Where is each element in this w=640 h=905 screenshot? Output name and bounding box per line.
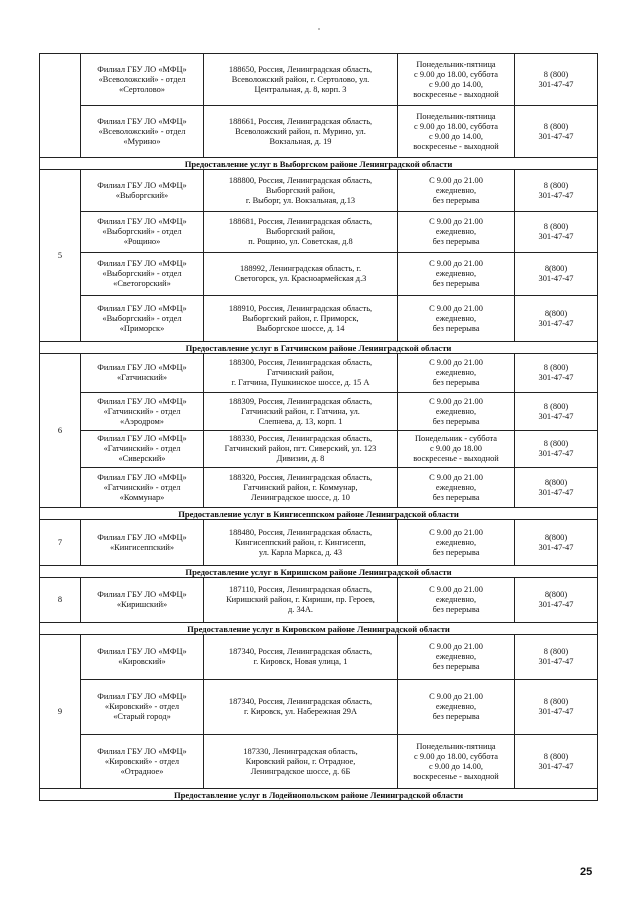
branch-schedule: Понедельник - суббота с 9.00 до 18.00 воскресенье - выходной bbox=[398, 431, 515, 468]
branch-schedule: С 9.00 до 21.00 ежедневно, без перерыва bbox=[398, 468, 515, 508]
branch-schedule: С 9.00 до 21.00 ежедневно, без перерыва bbox=[398, 170, 515, 212]
page-number: 25 bbox=[580, 866, 593, 878]
mfc-branches-table bbox=[39, 53, 598, 801]
branch-schedule: Понедельник-пятница с 9.00 до 18.00, суббота с 9.00 до 14.00, воскресенье - выходной bbox=[398, 106, 515, 158]
group-number bbox=[40, 54, 81, 158]
branch-phone: 8 (800) 301-47-47 bbox=[515, 54, 598, 106]
branch-phone: 8(800) 301-47-47 bbox=[515, 468, 598, 508]
branch-phone: 8 (800) 301-47-47 bbox=[515, 431, 598, 468]
branch-address: 188300, Россия, Ленинградская область, Гатчинский район, г. Гатчина, Пушкинское шоссе, д. 15 А bbox=[204, 354, 398, 393]
branch-phone: 8(800) 301-47-47 bbox=[515, 296, 598, 342]
section-header: Предоставление услуг в Лодейнопольском районе Ленинградской области bbox=[40, 789, 598, 801]
section-header: Предоставление услуг в Выборгском районе Ленинградской области bbox=[40, 158, 598, 170]
branch-schedule: С 9.00 до 21.00 ежедневно, без перерыва bbox=[398, 296, 515, 342]
table-row bbox=[40, 54, 598, 106]
branch-phone: 8 (800) 301-47-47 bbox=[515, 393, 598, 431]
branch-address: 188800, Россия, Ленинградская область, Выборгский район, г. Выборг, ул. Вокзальная, д.13 bbox=[204, 170, 398, 212]
branch-name: Филиал ГБУ ЛО «МФЦ» «Кировский» - отдел «Отрадное» bbox=[81, 735, 204, 789]
branch-name: Филиал ГБУ ЛО «МФЦ» «Кировский» bbox=[81, 635, 204, 680]
table-row bbox=[40, 253, 598, 296]
branch-name: Филиал ГБУ ЛО «МФЦ» «Гатчинский» bbox=[81, 354, 204, 393]
branch-address: 187340, Россия, Ленинградская область, г. Кировск, ул. Набережная 29А bbox=[204, 680, 398, 735]
table-row bbox=[40, 296, 598, 342]
table-row bbox=[40, 680, 598, 735]
branch-address: 188681, Россия, Ленинградская область, Выборгский район, п. Рощино, ул. Советская, д.8 bbox=[204, 212, 398, 253]
table-row bbox=[40, 393, 598, 431]
branch-phone: 8 (800) 301-47-47 bbox=[515, 680, 598, 735]
branch-name: Филиал ГБУ ЛО «МФЦ» «Гатчинский» - отдел «Коммунар» bbox=[81, 468, 204, 508]
branch-schedule: С 9.00 до 21.00 ежедневно, без перерыва bbox=[398, 253, 515, 296]
branch-name: Филиал ГБУ ЛО «МФЦ» «Всеволожский» - отдел «Сертолово» bbox=[81, 54, 204, 106]
branch-phone: 8(800) 301-47-47 bbox=[515, 578, 598, 623]
branch-address: 187340, Россия, Ленинградская область, г. Кировск, Новая улица, 1 bbox=[204, 635, 398, 680]
branch-schedule: С 9.00 до 21.00 ежедневно, без перерыва bbox=[398, 680, 515, 735]
table-row bbox=[40, 578, 598, 623]
branch-schedule: С 9.00 до 21.00 ежедневно, без перерыва bbox=[398, 520, 515, 566]
branch-address: 188650, Россия, Ленинградская область, Всеволожский район, г. Сертолово, ул. Центральная, д. 8, корп. 3 bbox=[204, 54, 398, 106]
table-row bbox=[40, 635, 598, 680]
branch-phone: 8(800) 301-47-47 bbox=[515, 520, 598, 566]
branch-address: 188992, Ленинградская область, г. Светогорск, ул. Красноармейская д.3 bbox=[204, 253, 398, 296]
branch-name: Филиал ГБУ ЛО «МФЦ» «Выборгский» - отдел «Рощино» bbox=[81, 212, 204, 253]
branch-schedule: С 9.00 до 21.00 ежедневно, без перерыва bbox=[398, 354, 515, 393]
branch-name: Филиал ГБУ ЛО «МФЦ» «Всеволожский» - отдел «Мурино» bbox=[81, 106, 204, 158]
branch-phone: 8 (800) 301-47-47 bbox=[515, 735, 598, 789]
branch-phone: 8 (800) 301-47-47 bbox=[515, 354, 598, 393]
branch-schedule: Понедельник-пятница с 9.00 до 18.00, суббота с 9.00 до 14.00, воскресенье - выходной bbox=[398, 735, 515, 789]
section-header: Предоставление услуг в Кировском районе Ленинградской области bbox=[40, 623, 598, 635]
branch-address: 188480, Россия, Ленинградская область, Кингисеппский район, г. Кингисепп, ул. Карла Маркса, д. 43 bbox=[204, 520, 398, 566]
branch-phone: 8 (800) 301-47-47 bbox=[515, 170, 598, 212]
table-row bbox=[40, 431, 598, 468]
branch-address: 187330, Ленинградская область, Кировский район, г. Отрадное, Ленинградское шоссе, д. 6Б bbox=[204, 735, 398, 789]
branch-name: Филиал ГБУ ЛО «МФЦ» «Гатчинский» - отдел «Аэродром» bbox=[81, 393, 204, 431]
group-number: 5 bbox=[40, 170, 81, 342]
branch-address: 188309, Россия, Ленинградская область, Гатчинский район, г. Гатчина, ул. Слепнева, д. 13, корп. 1 bbox=[204, 393, 398, 431]
group-number: 8 bbox=[40, 578, 81, 623]
table-row bbox=[40, 212, 598, 253]
branch-name: Филиал ГБУ ЛО «МФЦ» «Выборгский» bbox=[81, 170, 204, 212]
branch-name: Филиал ГБУ ЛО «МФЦ» «Киришский» bbox=[81, 578, 204, 623]
branch-name: Филиал ГБУ ЛО «МФЦ» «Кировский» - отдел «Старый город» bbox=[81, 680, 204, 735]
branch-name: Филиал ГБУ ЛО «МФЦ» «Выборгский» - отдел «Приморск» bbox=[81, 296, 204, 342]
table-row bbox=[40, 106, 598, 158]
branch-schedule: С 9.00 до 21.00 ежедневно, без перерыва bbox=[398, 635, 515, 680]
branch-name: Филиал ГБУ ЛО «МФЦ» «Кингисеппский» bbox=[81, 520, 204, 566]
branch-schedule: Понедельник-пятница с 9.00 до 18.00, суббота с 9.00 до 14.00, воскресенье - выходной bbox=[398, 54, 515, 106]
branch-phone: 8 (800) 301-47-47 bbox=[515, 635, 598, 680]
branch-address: 188320, Россия, Ленинградская область, Гатчинский район, г. Коммунар, Ленинградское шоссе, д. 10 bbox=[204, 468, 398, 508]
group-number: 9 bbox=[40, 635, 81, 789]
branch-address: 188661, Россия, Ленинградская область, Всеволожский район, п. Мурино, ул. Вокзальная, д. 19 bbox=[204, 106, 398, 158]
scan-dot bbox=[318, 28, 320, 30]
branch-schedule: С 9.00 до 21.00 ежедневно, без перерыва bbox=[398, 578, 515, 623]
section-header: Предоставление услуг в Гатчинском районе Ленинградской области bbox=[40, 342, 598, 354]
branch-name: Филиал ГБУ ЛО «МФЦ» «Гатчинский» - отдел «Сиверский» bbox=[81, 431, 204, 468]
table-row bbox=[40, 735, 598, 789]
branch-name: Филиал ГБУ ЛО «МФЦ» «Выборгский» - отдел «Светогорский» bbox=[81, 253, 204, 296]
branch-address: 187110, Россия, Ленинградская область, Киришский район, г. Кириши, пр. Героев, д. 34А. bbox=[204, 578, 398, 623]
branch-schedule: С 9.00 до 21.00 ежедневно, без перерыва bbox=[398, 393, 515, 431]
branch-address: 188910, Россия, Ленинградская область, Выборгский район, г. Приморск, Выборгское шоссе, д. 14 bbox=[204, 296, 398, 342]
group-number: 7 bbox=[40, 520, 81, 566]
branch-address: 188330, Россия, Ленинградская область, Гатчинский район, пгт. Сиверский, ул. 123 Дивизии, д. 8 bbox=[204, 431, 398, 468]
branch-schedule: С 9.00 до 21.00 ежедневно, без перерыва bbox=[398, 212, 515, 253]
group-number: 6 bbox=[40, 354, 81, 508]
table-row bbox=[40, 468, 598, 508]
branch-phone: 8(800) 301-47-47 bbox=[515, 253, 598, 296]
table-row bbox=[40, 520, 598, 566]
branch-phone: 8 (800) 301-47-47 bbox=[515, 106, 598, 158]
table-row bbox=[40, 354, 598, 393]
section-header: Предоставление услуг в Киришском районе Ленинградской области bbox=[40, 566, 598, 578]
table-row bbox=[40, 170, 598, 212]
section-header: Предоставление услуг в Кингисеппском районе Ленинградской области bbox=[40, 508, 598, 520]
branch-phone: 8 (800) 301-47-47 bbox=[515, 212, 598, 253]
